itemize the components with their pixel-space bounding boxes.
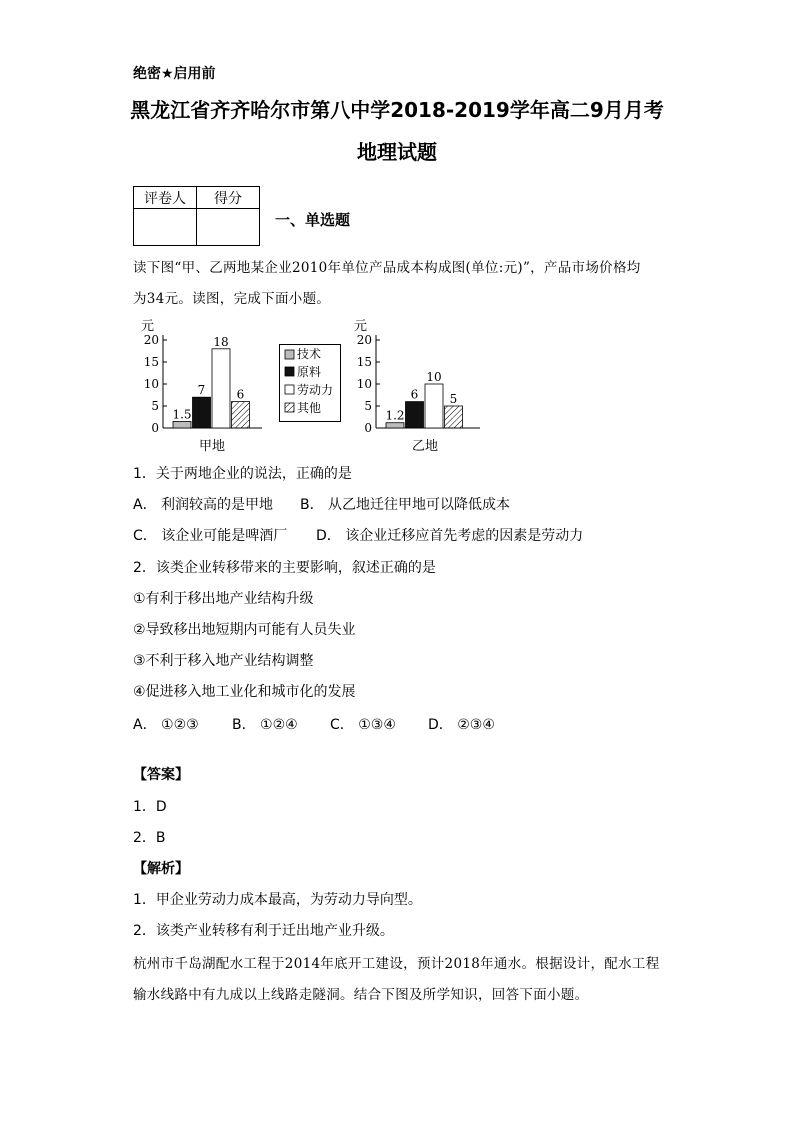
q1-option-b: B． 从乙地迁往甲地可以降低成本	[300, 497, 511, 513]
bar-4	[232, 402, 250, 428]
score-cell	[197, 209, 260, 246]
bar-value-label: 6	[236, 387, 245, 402]
analysis-2: 2．该类产业转移有利于迁出地产业升级。	[133, 923, 394, 939]
legend-material-label: 原料	[297, 365, 322, 379]
y-tick-label: 0	[151, 421, 159, 435]
legend-other-label: 其他	[297, 401, 322, 415]
intro-line-2: 为34元。读图，完成下面小题。	[133, 291, 331, 307]
bar-value-label: 1.5	[172, 407, 192, 422]
bar-value-label: 6	[410, 387, 419, 402]
y-tick-label: 10	[143, 377, 159, 391]
bar-2	[193, 397, 211, 428]
y-axis-label: 元	[141, 319, 155, 334]
q2-statement-4: ④促进移入地工业化和城市化的发展	[133, 684, 356, 700]
answer-title: 【答案】	[133, 767, 189, 783]
score-header: 得分	[197, 187, 260, 209]
analysis-1: 1．甲企业劳动力成本最高，为劳动力导向型。	[133, 892, 422, 908]
grader-cell	[134, 209, 197, 246]
q2-statement-2: ②导致移出地短期内可能有人员失业	[133, 622, 356, 638]
answer-1: 1．D	[133, 799, 167, 815]
y-tick-label: 15	[143, 355, 159, 369]
q1-option-d: D． 该企业迁移应首先考虑的因素是劳动力	[316, 528, 584, 544]
chart-legend	[279, 344, 341, 422]
legend-tech-label: 技术	[297, 347, 322, 361]
bar-value-label: 5	[449, 392, 458, 406]
bar-1	[386, 423, 404, 428]
y-tick-label: 15	[356, 355, 372, 369]
y-tick-label: 10	[356, 377, 372, 391]
legend-material-swatch	[285, 367, 294, 376]
chart-jia	[135, 313, 265, 458]
q2-option-a: A． ①②③	[133, 717, 199, 733]
q1-stem: 1．关于两地企业的说法，正确的是	[133, 466, 352, 482]
q2-option-c: C． ①③④	[330, 717, 396, 733]
y-tick-label: 20	[356, 333, 372, 347]
analysis-title: 【解析】	[133, 861, 189, 877]
chart-title: 甲地	[198, 439, 226, 454]
confidential-mark: 绝密★启用前	[133, 66, 216, 82]
bar-3	[425, 384, 443, 428]
bar-2	[406, 402, 424, 428]
q2-option-d: D． ②③④	[428, 717, 495, 733]
chart-title: 乙地	[411, 439, 439, 454]
grader-header: 评卷人	[134, 187, 197, 209]
y-tick-label: 20	[143, 333, 159, 347]
y-tick-label: 5	[151, 399, 159, 413]
q1-option-c: C． 该企业可能是啤酒厂	[133, 528, 288, 544]
y-tick-label: 5	[364, 399, 372, 413]
legend-tech-swatch	[285, 350, 294, 359]
legend-labor-swatch	[285, 385, 294, 394]
bar-value-label: 7	[197, 383, 206, 398]
bar-value-label: 10	[426, 370, 442, 384]
bar-4	[445, 406, 463, 428]
score-table	[133, 186, 260, 246]
next-passage-line-2: 输水线路中有九成以上线路走隧洞。结合下图及所学知识，回答下面小题。	[133, 987, 589, 1003]
bar-1	[173, 421, 191, 428]
bar-3	[212, 349, 230, 428]
legend-labor-label: 劳动力	[297, 383, 334, 397]
next-passage-line-1: 杭州市千岛湖配水工程于2014年底开工建设，预计2018年通水。根据设计，配水工程	[133, 956, 660, 972]
y-axis-label: 元	[354, 319, 368, 334]
chart-yi	[348, 313, 483, 458]
legend-other-swatch	[285, 403, 294, 412]
section-title: 一、单选题	[275, 211, 351, 229]
bar-value-label: 18	[213, 334, 229, 349]
q2-statement-1: ①有利于移出地产业结构升级	[133, 591, 314, 607]
q2-stem: 2．该类企业转移带来的主要影响，叙述正确的是	[133, 560, 436, 576]
exam-subject: 地理试题	[357, 140, 437, 164]
exam-title: 黑龙江省齐齐哈尔市第八中学2018-2019学年高二9月月考	[130, 98, 664, 122]
q2-statement-3: ③不利于移入地产业结构调整	[133, 653, 314, 669]
answer-2: 2．B	[133, 830, 166, 846]
q2-option-b: B． ①②④	[232, 717, 298, 733]
bar-value-label: 1.2	[385, 408, 405, 423]
q1-option-a: A． 利润较高的是甲地	[133, 497, 274, 513]
y-tick-label: 0	[364, 421, 372, 435]
intro-line-1: 读下图“甲、乙两地某企业2010年单位产品成本构成图(单位:元)”，产品市场价格均	[133, 260, 641, 276]
